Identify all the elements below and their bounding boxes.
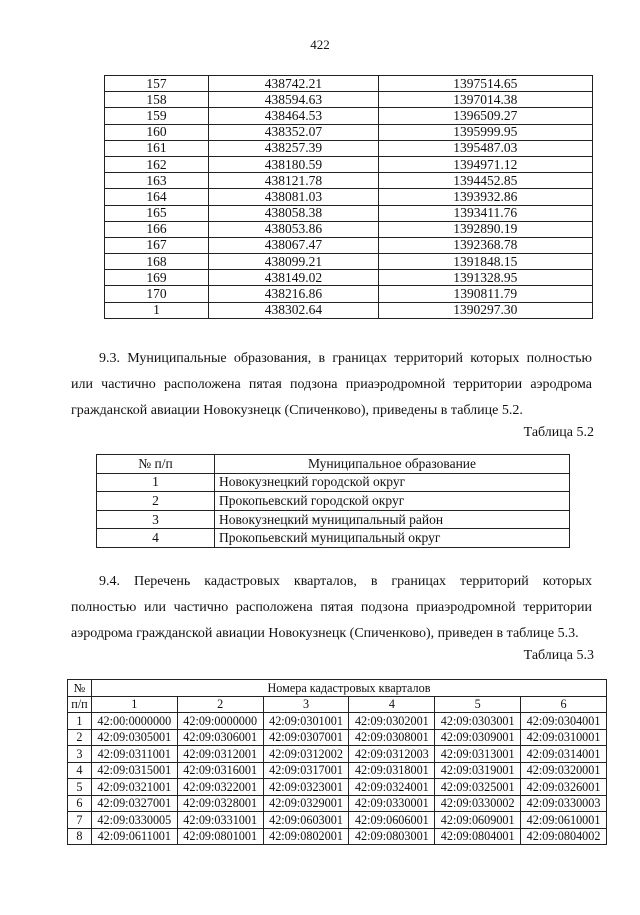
row-number-cell: 4 (68, 762, 92, 779)
cadastral-quarter-cell: 42:09:0318001 (349, 762, 435, 779)
table-row (68, 713, 607, 730)
point-number-cell: 168 (105, 254, 209, 270)
cadastral-quarter-cell: 42:09:0307001 (263, 729, 349, 746)
cadastral-quarter-cell: 42:09:0303001 (435, 713, 521, 730)
municipality-name-cell: Прокопьевский городской округ (215, 492, 570, 511)
cadastral-quarter-cell: 42:09:0314001 (521, 746, 607, 763)
cadastral-quarter-cell: 42:09:0000000 (177, 713, 263, 730)
table-row (105, 286, 593, 302)
point-number-cell: 167 (105, 237, 209, 253)
section-9-3-line: или частично расположена пятая подзона приаэродромной территории аэродрома (71, 377, 592, 392)
table-row (68, 779, 607, 796)
table-row (68, 762, 607, 779)
point-number-cell: 169 (105, 270, 209, 286)
table-row (105, 173, 593, 189)
column-header-number: № (68, 680, 92, 697)
cadastral-quarter-cell: 42:09:0312002 (263, 746, 349, 763)
cadastral-quarter-cell: 42:09:0328001 (177, 795, 263, 812)
point-number-cell: 170 (105, 286, 209, 302)
y-coordinate-cell: 1390811.79 (378, 286, 592, 302)
table-5-2-caption: Таблица 5.2 (523, 425, 594, 440)
cadastral-quarter-cell: 42:09:0326001 (521, 779, 607, 796)
row-number-cell: 3 (97, 510, 215, 529)
section-9-3-line: 9.3. Муниципальные образования, в границах территорий которых полностью (99, 351, 592, 366)
point-number-cell: 159 (105, 108, 209, 124)
cadastral-quarter-cell: 42:09:0803001 (349, 828, 435, 845)
cadastral-quarter-cell: 42:09:0330002 (435, 795, 521, 812)
table-row (105, 108, 593, 124)
cadastral-quarter-cell: 42:09:0319001 (435, 762, 521, 779)
cadastral-quarter-cell: 42:09:0302001 (349, 713, 435, 730)
y-coordinate-cell: 1393932.86 (378, 189, 592, 205)
cadastral-quarter-cell: 42:09:0312001 (177, 746, 263, 763)
cadastral-quarter-cell: 42:09:0321001 (91, 779, 177, 796)
point-number-cell: 158 (105, 92, 209, 108)
point-number-cell: 163 (105, 173, 209, 189)
cadastral-quarter-cell: 42:09:0330003 (521, 795, 607, 812)
row-number-cell: 2 (97, 492, 215, 511)
cadastral-quarter-cell: 42:09:0802001 (263, 828, 349, 845)
table-row (105, 124, 593, 140)
table-row (105, 156, 593, 172)
x-coordinate-cell: 438352.07 (209, 124, 379, 140)
cadastral-quarter-cell: 42:09:0309001 (435, 729, 521, 746)
page-number: 422 (310, 37, 330, 52)
section-9-3-line: гражданской авиации Новокузнецк (Спиченково), приведены в таблице 5.2. (71, 403, 523, 418)
table-row (105, 92, 593, 108)
y-coordinate-cell: 1395487.03 (378, 140, 592, 156)
table-row (105, 302, 593, 318)
x-coordinate-cell: 438058.38 (209, 205, 379, 221)
table-row (105, 140, 593, 156)
y-coordinate-cell: 1391848.15 (378, 254, 592, 270)
row-number-cell: 1 (68, 713, 92, 730)
row-number-cell: 6 (68, 795, 92, 812)
cadastral-quarter-cell: 42:09:0315001 (91, 762, 177, 779)
cadastral-quarter-cell: 42:09:0327001 (91, 795, 177, 812)
x-coordinate-cell: 438257.39 (209, 140, 379, 156)
x-coordinate-cell: 438742.21 (209, 76, 379, 92)
table-row (105, 221, 593, 237)
cadastral-quarter-cell: 42:09:0320001 (521, 762, 607, 779)
municipalities-table-body (97, 473, 570, 547)
x-coordinate-cell: 438121.78 (209, 173, 379, 189)
table-row (68, 729, 607, 746)
point-number-cell: 160 (105, 124, 209, 140)
coordinates-table (104, 75, 593, 319)
y-coordinate-cell: 1390297.30 (378, 302, 592, 318)
section-9-3-paragraph (71, 346, 592, 424)
table-row (97, 473, 570, 492)
section-9-4-line: 9.4. Перечень кадастровых кварталов, в границах территорий которых (99, 574, 592, 589)
column-number-header: 4 (349, 696, 435, 713)
table-row (68, 795, 607, 812)
cadastral-quarter-cell: 42:09:0323001 (263, 779, 349, 796)
point-number-cell: 161 (105, 140, 209, 156)
table-row (97, 529, 570, 548)
y-coordinate-cell: 1394452.85 (378, 173, 592, 189)
cadastral-quarter-cell: 42:09:0329001 (263, 795, 349, 812)
point-number-cell: 166 (105, 221, 209, 237)
column-header-group: Номера кадастровых кварталов (91, 680, 606, 697)
row-number-cell: 8 (68, 828, 92, 845)
cadastral-quarter-cell: 42:09:0304001 (521, 713, 607, 730)
table-header-row (68, 696, 607, 713)
cadastral-quarter-cell: 42:09:0801001 (177, 828, 263, 845)
cadastral-quarter-cell: 42:00:0000000 (91, 713, 177, 730)
y-coordinate-cell: 1394971.12 (378, 156, 592, 172)
column-header-number: п/п (68, 696, 92, 713)
x-coordinate-cell: 438081.03 (209, 189, 379, 205)
row-number-cell: 3 (68, 746, 92, 763)
point-number-cell: 165 (105, 205, 209, 221)
cadastral-quarter-cell: 42:09:0330001 (349, 795, 435, 812)
table-row (105, 254, 593, 270)
table-row (68, 746, 607, 763)
y-coordinate-cell: 1396509.27 (378, 108, 592, 124)
table-row (68, 812, 607, 829)
table-header-row (97, 455, 570, 474)
table-row (105, 189, 593, 205)
cadastral-quarter-cell: 42:09:0317001 (263, 762, 349, 779)
cadastral-quarter-cell: 42:09:0313001 (435, 746, 521, 763)
x-coordinate-cell: 438053.86 (209, 221, 379, 237)
y-coordinate-cell: 1393411.76 (378, 205, 592, 221)
section-9-4-line: полностью или частично расположена пятая подзона приаэродромной территории (71, 600, 592, 615)
cadastral-quarter-cell: 42:09:0611001 (91, 828, 177, 845)
cadastral-quarter-cell: 42:09:0610001 (521, 812, 607, 829)
column-number-header: 1 (91, 696, 177, 713)
table-row (105, 270, 593, 286)
y-coordinate-cell: 1391328.95 (378, 270, 592, 286)
column-number-header: 3 (263, 696, 349, 713)
table-row (68, 828, 607, 845)
x-coordinate-cell: 438099.21 (209, 254, 379, 270)
cadastral-quarter-cell: 42:09:0322001 (177, 779, 263, 796)
cadastral-quarter-cell: 42:09:0310001 (521, 729, 607, 746)
municipalities-table (96, 454, 570, 548)
table-row (105, 205, 593, 221)
section-9-4-paragraph (71, 569, 592, 647)
column-number-header: 5 (435, 696, 521, 713)
column-header: № п/п (97, 455, 215, 474)
cadastral-quarter-cell: 42:09:0331001 (177, 812, 263, 829)
y-coordinate-cell: 1397514.65 (378, 76, 592, 92)
cadastral-quarter-cell: 42:09:0316001 (177, 762, 263, 779)
x-coordinate-cell: 438464.53 (209, 108, 379, 124)
municipality-name-cell: Новокузнецкий муниципальный район (215, 510, 570, 529)
cadastral-quarters-table (67, 679, 607, 845)
x-coordinate-cell: 438216.86 (209, 286, 379, 302)
section-9-4-line: аэродрома гражданской авиации Новокузнецк (Спиченково), приведен в таблице 5.3. (71, 626, 579, 641)
cadastral-quarter-cell: 42:09:0330005 (91, 812, 177, 829)
point-number-cell: 157 (105, 76, 209, 92)
x-coordinate-cell: 438149.02 (209, 270, 379, 286)
cadastral-quarter-cell: 42:09:0301001 (263, 713, 349, 730)
cadastral-quarter-cell: 42:09:0804001 (435, 828, 521, 845)
y-coordinate-cell: 1392368.78 (378, 237, 592, 253)
column-number-header: 2 (177, 696, 263, 713)
y-coordinate-cell: 1397014.38 (378, 92, 592, 108)
municipality-name-cell: Новокузнецкий городской округ (215, 473, 570, 492)
column-number-header: 6 (521, 696, 607, 713)
cadastral-quarter-cell: 42:09:0325001 (435, 779, 521, 796)
municipality-name-cell: Прокопьевский муниципальный округ (215, 529, 570, 548)
y-coordinate-cell: 1392890.19 (378, 221, 592, 237)
row-number-cell: 7 (68, 812, 92, 829)
cadastral-quarter-cell: 42:09:0305001 (91, 729, 177, 746)
table-row (105, 76, 593, 92)
point-number-cell: 162 (105, 156, 209, 172)
point-number-cell: 1 (105, 302, 209, 318)
cadastral-quarter-cell: 42:09:0311001 (91, 746, 177, 763)
cadastral-quarter-cell: 42:09:0603001 (263, 812, 349, 829)
x-coordinate-cell: 438302.64 (209, 302, 379, 318)
cadastral-quarters-table-body (68, 713, 607, 845)
cadastral-quarter-cell: 42:09:0312003 (349, 746, 435, 763)
coordinates-table-body (105, 76, 593, 319)
row-number-cell: 4 (97, 529, 215, 548)
cadastral-quarter-cell: 42:09:0308001 (349, 729, 435, 746)
cadastral-quarter-cell: 42:09:0606001 (349, 812, 435, 829)
table-row (105, 237, 593, 253)
row-number-cell: 5 (68, 779, 92, 796)
cadastral-quarter-cell: 42:09:0609001 (435, 812, 521, 829)
point-number-cell: 164 (105, 189, 209, 205)
x-coordinate-cell: 438067.47 (209, 237, 379, 253)
row-number-cell: 2 (68, 729, 92, 746)
table-row (97, 510, 570, 529)
y-coordinate-cell: 1395999.95 (378, 124, 592, 140)
table-row (97, 492, 570, 511)
row-number-cell: 1 (97, 473, 215, 492)
column-header: Муниципальное образование (215, 455, 570, 474)
cadastral-quarter-cell: 42:09:0804002 (521, 828, 607, 845)
cadastral-quarter-cell: 42:09:0306001 (177, 729, 263, 746)
x-coordinate-cell: 438180.59 (209, 156, 379, 172)
table-5-3-caption: Таблица 5.3 (523, 648, 594, 663)
cadastral-quarter-cell: 42:09:0324001 (349, 779, 435, 796)
table-header-row (68, 680, 607, 697)
x-coordinate-cell: 438594.63 (209, 92, 379, 108)
